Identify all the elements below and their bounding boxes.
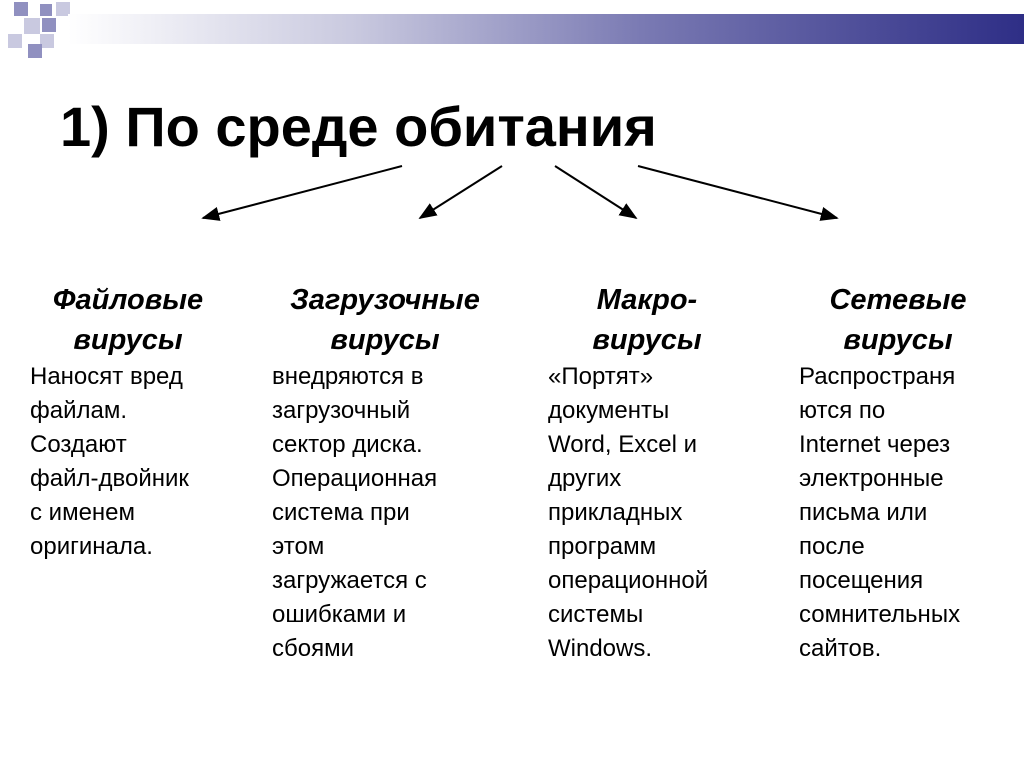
corner-square (8, 34, 22, 48)
column-heading: Сетевые вирусы (829, 284, 967, 356)
corner-square (14, 2, 28, 16)
column-network-viruses (778, 280, 1018, 666)
corner-square (24, 18, 40, 34)
corner-square (42, 18, 56, 32)
corner-square (40, 4, 52, 16)
header-gradient-bar (68, 14, 1024, 44)
corner-square (28, 44, 42, 58)
arrow-to-network-viruses (638, 166, 837, 218)
arrow-to-boot-viruses (420, 166, 502, 218)
arrow-to-macro-viruses (555, 166, 636, 218)
column-description: Распространя ются по Internet через электронные письма или после посещения сомнительных сайтов. (799, 363, 961, 662)
column-description: внедряются в загрузочный сектор диска. Операционная система при этом загружается с ошибками и сбоями (272, 363, 438, 662)
column-description: Наносят вред файлам. Создают файл-двойник с именем оригинала. (30, 363, 189, 560)
corner-square (40, 34, 54, 48)
column-file-viruses (8, 280, 248, 564)
arrow-to-file-viruses (203, 166, 402, 218)
column-boot-viruses (265, 280, 505, 666)
column-heading: Макро- вирусы (592, 284, 702, 356)
column-macro-viruses (527, 280, 767, 666)
column-heading: Загрузочные вирусы (290, 284, 480, 356)
column-heading: Файловые вирусы (52, 284, 204, 356)
slide-title: 1) По среде обитания (60, 95, 657, 158)
column-description: «Портят» документы Word, Excel и других прикладных программ операционной системы Windows. (548, 363, 709, 662)
